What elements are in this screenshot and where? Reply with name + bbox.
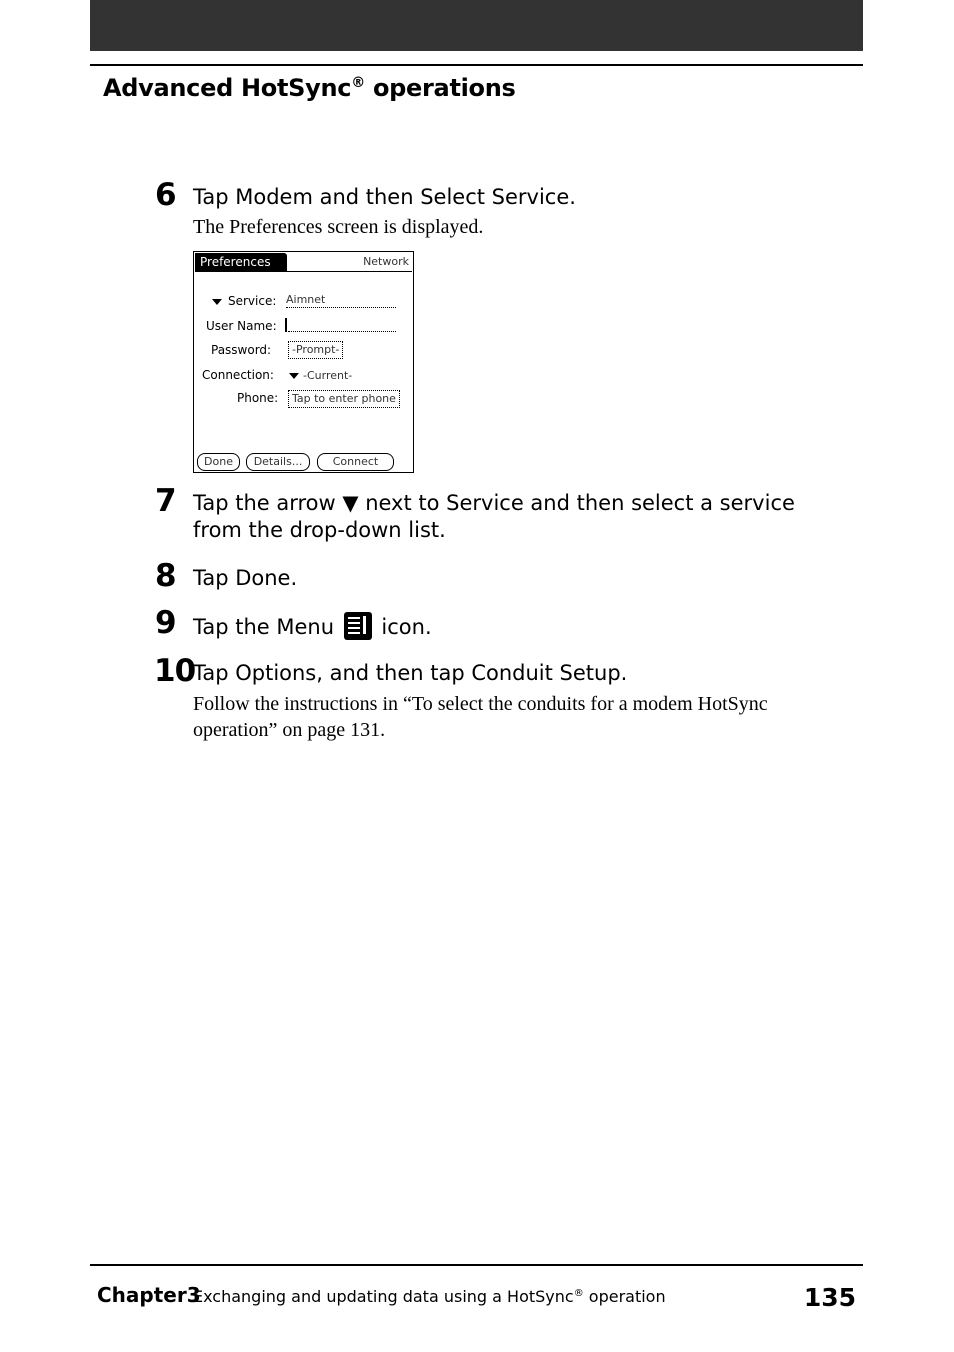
done-button[interactable]: Done xyxy=(197,453,240,471)
step-8-text: Tap Done. xyxy=(193,566,298,590)
connection-label: Connection: xyxy=(202,368,274,382)
preferences-screen xyxy=(193,251,414,473)
preferences-tab: Preferences xyxy=(195,253,287,271)
phone-field[interactable]: Tap to enter phone xyxy=(288,390,400,408)
step-6-note: The Preferences screen is displayed. xyxy=(193,216,484,238)
step-number-10: 10 xyxy=(154,653,196,689)
details-button[interactable]: Details... xyxy=(246,453,310,471)
username-field[interactable] xyxy=(288,331,396,332)
step-10-text: Tap Options, and then tap Conduit Setup. xyxy=(193,661,628,685)
step-10-note-line2: operation” on page 131. xyxy=(193,719,386,741)
password-field[interactable]: -Prompt- xyxy=(288,341,343,359)
step-6-text: Tap Modem and then Select Service. xyxy=(193,185,576,209)
service-label: Service: xyxy=(228,294,277,308)
step-number-9: 9 xyxy=(155,605,176,641)
footer-rule xyxy=(90,1264,863,1266)
username-label: User Name: xyxy=(206,319,277,333)
connection-value[interactable]: -Current- xyxy=(303,369,353,382)
category-network[interactable]: Network xyxy=(363,255,409,268)
step-number-6: 6 xyxy=(155,177,176,213)
header-rule xyxy=(90,64,863,66)
step-number-8: 8 xyxy=(155,558,176,594)
footer-chapter: Chapter3 xyxy=(97,1283,201,1307)
menu-icon xyxy=(344,612,372,640)
header-bar xyxy=(90,0,863,51)
step-7-text-line1: Tap the arrow ▼ next to Service and then select a service xyxy=(193,491,795,515)
footer-description: Exchanging and updating data using a HotSync® operation xyxy=(193,1287,666,1306)
step-10-note-line1: Follow the instructions in “To select the conduits for a modem HotSync xyxy=(193,693,768,715)
service-value[interactable]: Aimnet xyxy=(286,293,326,306)
page-number: 135 xyxy=(803,1283,856,1312)
step-9-text: Tap the Menu icon. xyxy=(193,612,432,641)
step-7-text-line2: from the drop-down list. xyxy=(193,518,446,542)
password-label: Password: xyxy=(211,343,272,357)
triangle-down-icon[interactable] xyxy=(289,373,299,379)
step-number-7: 7 xyxy=(155,483,176,519)
connect-button[interactable]: Connect xyxy=(317,453,394,471)
text-cursor xyxy=(285,318,287,332)
section-title: Advanced HotSync® operations xyxy=(103,74,516,102)
triangle-down-icon[interactable] xyxy=(212,299,222,305)
phone-label: Phone: xyxy=(237,391,279,405)
